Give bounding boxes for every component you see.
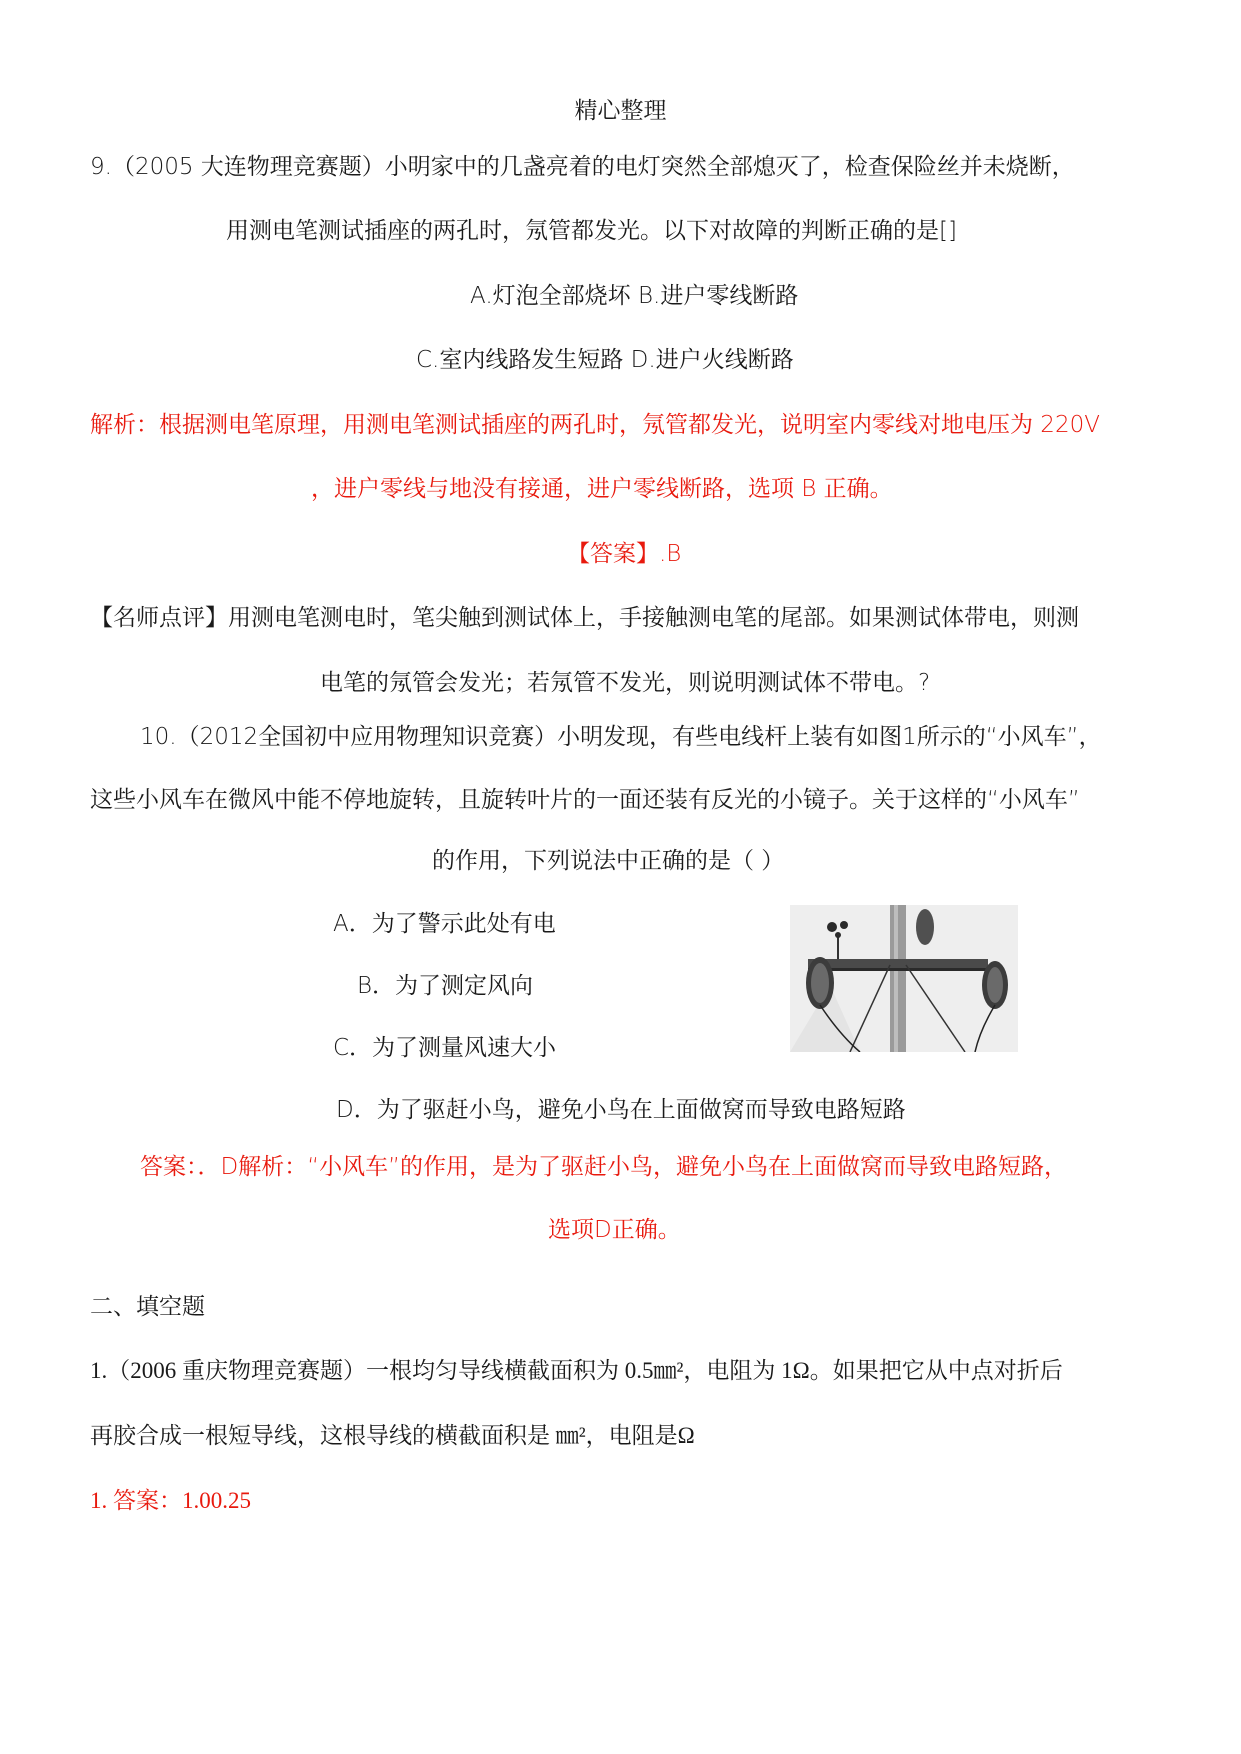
q9-options-cd: C.室内线路发生短路 D.进户火线断路 (416, 347, 794, 373)
fill-q1-line1: 1.（2006 重庆物理竞赛题）一根均匀导线横截面积为 0.5㎜²，电阻为 1Ω。如果把它从中点对折后 (90, 1358, 1063, 1383)
q9-answer (567, 539, 681, 569)
fill-q1-line2: 再胶合成一根短导线，这根导线的横截面积是 ㎜²，电阻是Ω (90, 1423, 695, 1448)
q10-option-c: C．为了测量风速大小 (333, 1035, 557, 1061)
q10-option-b: B．为了测定风向 (357, 973, 534, 999)
q10-stem-line3: 的作用，下列说法中正确的是（ ） (432, 848, 785, 874)
q9-stem-line1: 9.（2005 大连物理竞赛题）小明家中的几盏亮着的电灯突然全部熄灭了，检查保险丝并未烧断， (90, 154, 1075, 180)
pole-photo-drawing (790, 905, 1018, 1052)
q10-option-a: A．为了警示此处有电 (333, 911, 556, 937)
q9-stem-line2: 用测电笔测试插座的两孔时，氖管都发光。以下对故障的判断正确的是[] (226, 218, 957, 244)
q10-stem-line2: 这些小风车在微风中能不停地旋转，且旋转叶片的一面还装有反光的小镜子。关于这样的“小风车” (90, 787, 1080, 813)
q10-stem-line1: 10.（2012全国初中应用物理知识竞赛）小明发现，有些电线杆上装有如图1所示的“小风车”， (140, 724, 1102, 750)
page-header: 精心整理 (574, 98, 667, 124)
q9-options-ab: A.灯泡全部烧坏 B.进户零线断路 (470, 283, 799, 309)
fill-q1-answer: 1. 答案：1.00.25 (90, 1488, 251, 1513)
q9-comment-line1: 【名师点评】用测电笔测电时，笔尖触到测试体上，手接触测电笔的尾部。如果测试体带电，则测 (90, 605, 1079, 631)
utility-pole-windmill-photo (790, 905, 1018, 1052)
q10-answer-line1: 答案：．D解析：“小风车”的作用，是为了驱赶小鸟，避免小鸟在上面做窝而导致电路短路， (140, 1154, 1068, 1180)
q10-option-d: D．为了驱赶小鸟，避免小鸟在上面做窝而导致电路短路 (336, 1097, 906, 1123)
q9-analysis-line2: ，进户零线与地没有接通，进户零线断路，选项 B 正确。 (311, 476, 893, 502)
section2-title: 二、填空题 (90, 1294, 205, 1320)
q10-answer-line2: 选项D正确。 (548, 1217, 681, 1243)
q9-analysis-line1: 解析：根据测电笔原理，用测电笔测试插座的两孔时，氖管都发光，说明室内零线对地电压为 220V (90, 412, 1100, 438)
q9-comment-line2: 电笔的氖管会发光；若氖管不发光，则说明测试体不带电。? (320, 670, 931, 696)
q9-answer-text: 【答案】.B (567, 541, 682, 567)
